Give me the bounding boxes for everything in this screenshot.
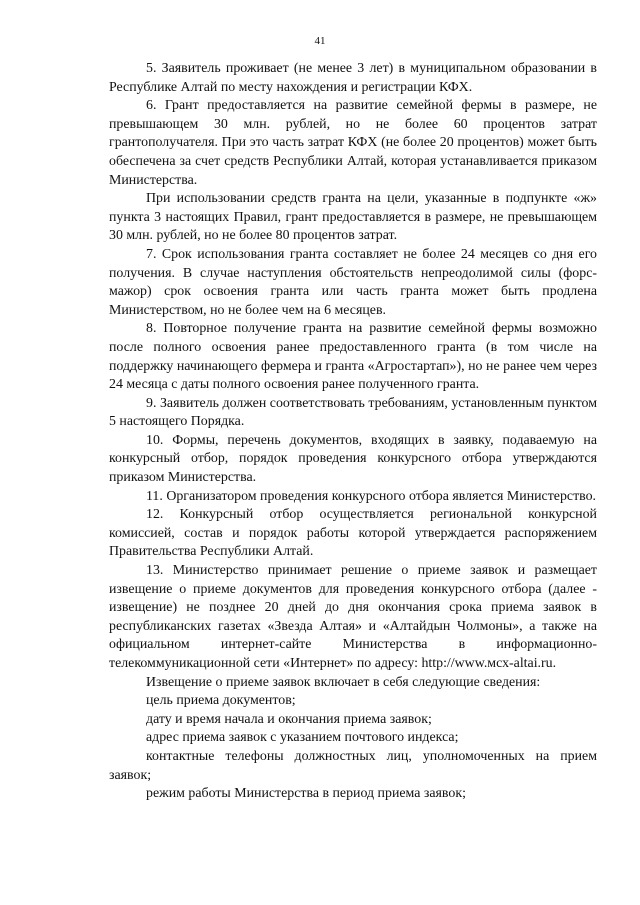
paragraph-9-requirements: 9. Заявитель должен соответствовать требованиям, установленным пунктом 5 настоящего Порядка. [109,395,597,430]
paragraph-13-notice: 13. Министерство принимает решение о приеме заявок и размещает извещение о приеме документов для проведения конкурсного отбора (далее - извещение) не позднее 20 дней до дня окончания срока приема заявок в республиканских газетах «Звезда Алтая» и «Алтайдын Чолмоны», а также на официальном интернет-сайте Министерства в информационно-телекоммуникационной сети «Интернет» по адресу: http://www.мсх-altai.ru. [109,563,597,671]
paragraph-7-grant-term: 7. Срок использования гранта составляет не более 24 месяцев со дня его получения. В случае наступления обстоятельств непреодолимой силы (форс-мажор) срок освоения гранта или часть гранта может быть продлена Министерством, но не более чем на 6 месяцев. [109,246,597,318]
notice-item-address: адрес приема заявок с указанием почтового индекса; [146,730,459,746]
paragraph-11-organizer: 11. Организатором проведения конкурсного отбора является Министерство. [146,488,597,504]
notice-item-purpose: цель приема документов; [146,693,296,709]
notice-contents-intro: Извещение о приеме заявок включает в себя следующие сведения: [146,674,541,690]
paragraph-6-grant-usage: При использовании средств гранта на цели, указанные в подпункте «ж» пункта 3 настоящих Правил, грант предоставляется в размере, не превышающем 30 млн. рублей, но не более 80 процентов затрат. [109,191,597,244]
page-number: 41 [314,35,326,47]
notice-item-contacts: контактные телефоны должностных лиц, уполномоченных на прием заявок; [109,748,597,783]
document-body [109,60,597,804]
notice-item-dates: дату и время начала и окончания приема заявок; [146,711,432,727]
paragraph-8-repeat-grant: 8. Повторное получение гранта на развитие семейной фермы возможно после полного освоения ранее предоставленного гранта (в том числе на поддержку начинающего фермера и гранта «Агростартап»), но не ранее чем через 24 месяца с даты полного освоения ранее полученного гранта. [109,321,597,393]
paragraph-5-residence: 5. Заявитель проживает (не менее 3 лет) в муниципальном образовании в Республике Алтай по месту нахождения и регистрации КФХ. [109,61,597,95]
paragraph-12-commission: 12. Конкурсный отбор осуществляется региональной конкурсной комиссией, состав и порядок работы которой утверждается распоряжением Правительства Республики Алтай. [109,507,597,560]
paragraph-6-grant-amount: 6. Грант предоставляется на развитие семейной фермы в размере, не превышающем 30 млн. рублей, но не более 60 процентов затрат грантополучателя. При это часть затрат КФХ (не более 20 процентов) может быть обеспечена за счет средств Республики Алтай, которая устанавливается приказом Министерства. [109,98,597,188]
paragraph-10-forms: 10. Формы, перечень документов, входящих в заявку, подаваемую на конкурсный отбор, порядок проведения конкурсного отбора утверждаются приказом Министерства. [109,432,597,486]
notice-item-working-hours: режим работы Министерства в период приема заявок; [146,786,466,802]
